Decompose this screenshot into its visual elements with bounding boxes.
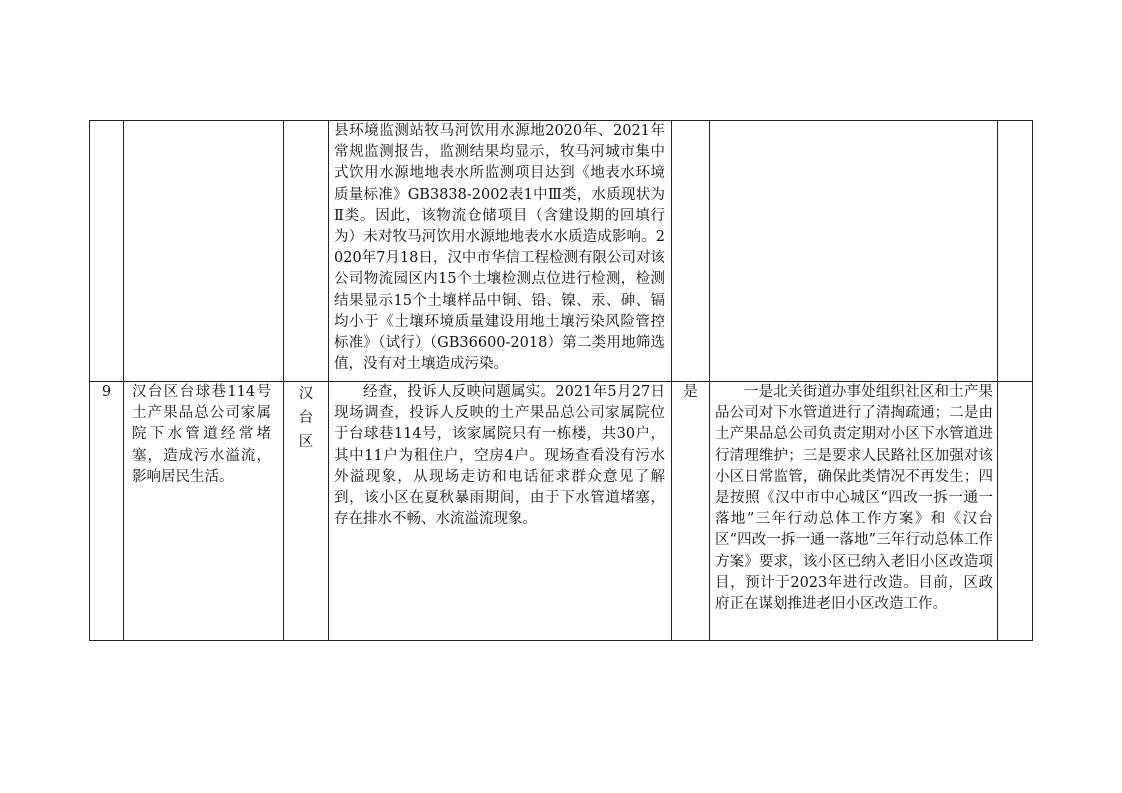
cell-complaint <box>124 121 284 382</box>
cell-district <box>284 121 329 382</box>
cell-district <box>284 382 329 641</box>
cell-finding <box>329 382 672 641</box>
row-number: 9 <box>101 384 112 400</box>
cell-measures <box>710 121 998 382</box>
measures-text: 一是北关街道办事处组织社区和土产果品公司对下水管道进行了清掏疏通；二是由土产果品总公司负责定期对小区下水管道进行清理维护；三是要求人民路社区加强对该小区日常监管，确保此类情况不再发生；四是按照《汉中市中心城区“四改一拆一通一落地”三年行动总体工作方案》和《汉台区“四改一拆一通一落地”三年行动总体工作方案》要求，该小区已纳入老旧小区改造项目，预计于2023年进行改造。目前，区政府正在谋划推进老旧小区改造工作。 <box>715 384 993 613</box>
cell-finding <box>329 121 672 382</box>
district-text: 汉台区 <box>298 386 314 450</box>
finding-text: 县环境监测站牧马河饮用水源地2020年、2021年常规监测报告，监测结果均显示，牧马河城市集中式饮用水源地地表水所监测项目达到《地表水环境质量标准》GB3838-2002表1中Ⅲ类，水质现状为Ⅱ类。因此，该物流仓储项目（含建设期的回填行为）未对牧马河饮用水源地地表水水质造成影响。2020年7月18日，汉中市华信工程检测有限公司对该公司物流园区内15个土壤检测点位进行检测，检测结果显示15个土壤样品中铜、铅、镍、汞、砷、镉均小于《土壤环境质量建设用地土壤污染风险管控标准》（试行）（GB36600-2018）第二类用地筛选值，没有对土壤造成污染。 <box>334 123 665 373</box>
cell-result <box>672 121 710 382</box>
cell-complaint <box>124 382 284 641</box>
cell-remark <box>998 121 1033 382</box>
cell-result <box>672 382 710 641</box>
finding-text: 经查，投诉人反映问题属实。2021年5月27日现场调查，投诉人反映的土产果品总公司家属院位于台球巷114号，该家属院只有一栋楼，共30户，其中11户为租住户，空房4户。现场查看没有污水外溢现象，从现场走访和电话征求群众意见了解到，该小区在夏秋暴雨期间，由于下水管道堵塞，存在排水不畅、水流溢流现象。 <box>334 384 665 528</box>
cell-number <box>90 382 124 641</box>
cell-number <box>90 121 124 382</box>
complaint-table <box>89 120 1033 641</box>
cell-remark <box>998 382 1033 641</box>
table-row-9 <box>90 382 1033 641</box>
complaint-text: 汉台区台球巷114号土产果品总公司家属院下水管道经常堵塞，造成污水溢流，影响居民生活。 <box>132 384 271 485</box>
result-text: 是 <box>683 384 698 400</box>
cell-measures <box>710 382 998 641</box>
table-row-continuation <box>90 121 1033 382</box>
